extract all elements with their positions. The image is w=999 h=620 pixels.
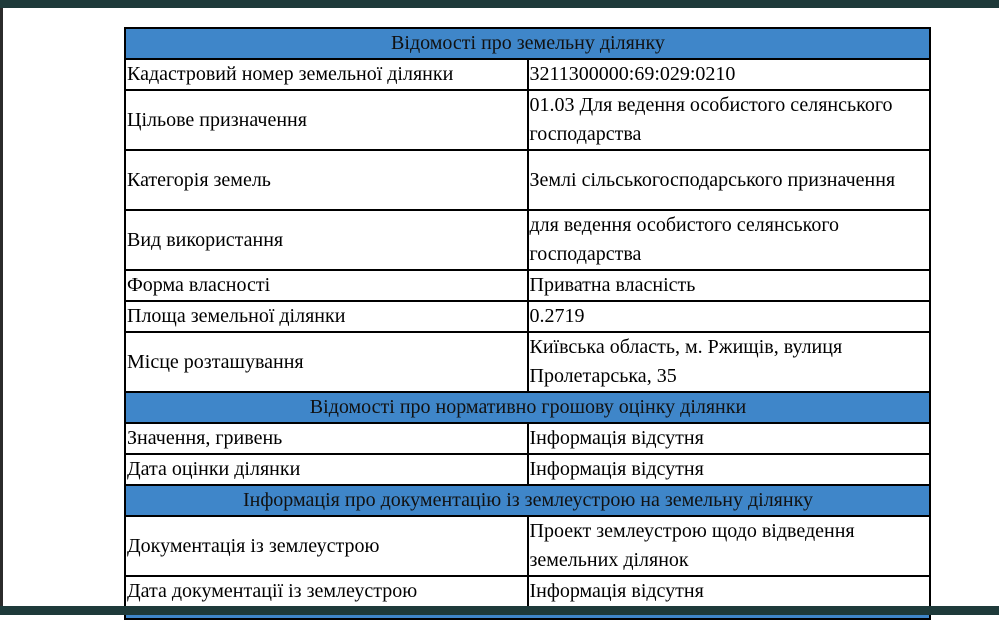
row-label: Вид використання [125,210,528,270]
table-row [125,516,930,576]
table-row [125,150,930,210]
row-value: Інформація відсутня [528,576,931,607]
left-frame-edge [0,8,3,606]
bottom-frame-bar [0,606,999,615]
table-row [125,301,930,332]
row-value: 3211300000:69:029:0210 [528,59,931,90]
row-value: для ведення особистого селянського господарства [528,210,931,270]
row-label: Цільове призначення [125,90,528,150]
table-row [125,270,930,301]
row-label: Форма власності [125,270,528,301]
row-value: Київська область, м. Ржищів, вулиця Пролетарська, 35 [528,332,931,392]
section-header-row [125,392,930,423]
table-row [125,90,930,150]
row-label: Кадастровий номер земельної ділянки [125,59,528,90]
table-row [125,576,930,607]
row-value: Інформація відсутня [528,423,931,454]
table-row [125,210,930,270]
table-row [125,59,930,90]
table-row [125,423,930,454]
row-label: Дата оцінки ділянки [125,454,528,485]
section-header-row [125,28,930,59]
section-header-row [125,485,930,516]
row-value: Проект землеустрою щодо відведення земельних ділянок [528,516,931,576]
row-value: 0.2719 [528,301,931,332]
section-title-valuation: Відомості про нормативно грошову оцінку ділянки [125,392,930,423]
row-value: 01.03 Для ведення особистого селянського господарства [528,90,931,150]
row-value: Землі сільськогосподарського призначення [528,150,931,210]
row-label: Площа земельної ділянки [125,301,528,332]
section-title-parcel: Відомості про земельну ділянку [125,28,930,59]
row-label: Категорія земель [125,150,528,210]
section-title-documentation: Інформація про документацію із землеустрою на земельну ділянку [125,485,930,516]
row-label: Місце розташування [125,332,528,392]
row-label: Дата документації із землеустрою [125,576,528,607]
row-value: Інформація відсутня [528,454,931,485]
land-parcel-info-table [124,27,931,620]
row-label: Документація із землеустрою [125,516,528,576]
table-row [125,332,930,392]
table-row [125,454,930,485]
row-value: Приватна власність [528,270,931,301]
top-frame-bar [0,0,999,8]
row-label: Значення, гривень [125,423,528,454]
